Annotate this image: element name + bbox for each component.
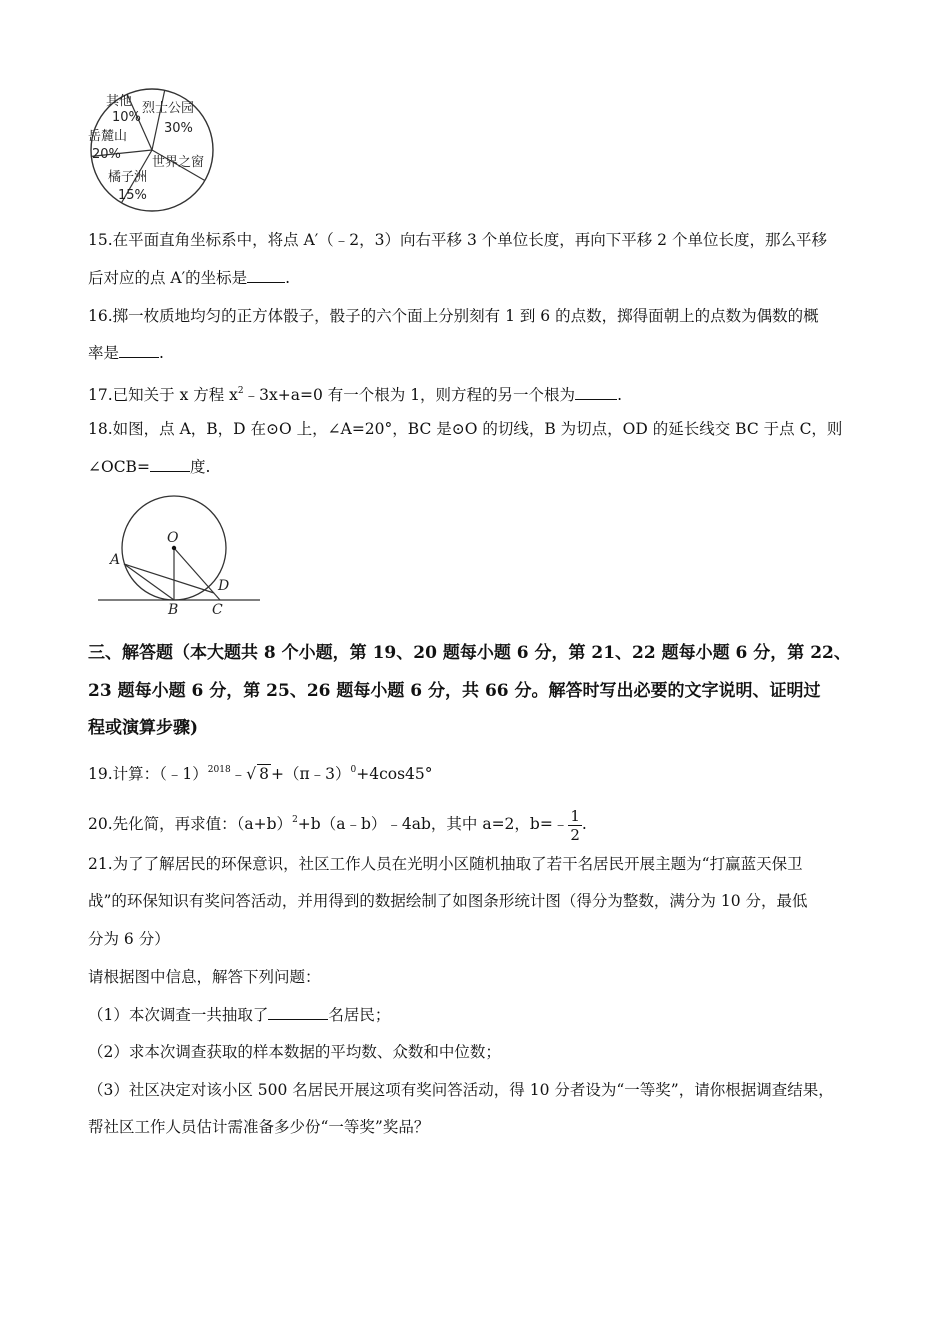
q21-sub3-line1: （3）社区决定对该小区 500 名居民开展这项有奖问答活动，得 10 分者设为“一等奖”，请你根据调查结果， — [88, 1081, 834, 1099]
circle-tangent-figure — [96, 494, 262, 616]
q16-text: 率是 — [88, 344, 120, 362]
q21-sub1 — [88, 1004, 390, 1026]
q18-text: ∠OCB= — [88, 458, 150, 476]
q21-sub2: （2）求本次调查获取的样本数据的平均数、众数和中位数； — [88, 1043, 501, 1061]
pie-pct-juzizhou: 15% — [118, 188, 147, 203]
section3-heading-line1: 三、解答题（本大题共 8 个小题，第 19、20 题每小题 6 分，第 21、22 题每小题 6 分，第 22、 — [88, 643, 851, 663]
q18-answer-blank — [150, 457, 190, 472]
pie-chart — [84, 88, 224, 212]
q16-line2 — [88, 342, 164, 364]
q17-answer-blank — [575, 385, 617, 400]
q18-line2 — [88, 456, 210, 478]
q15-line1: 15.在平面直角坐标系中，将点 A′（﹣2，3）向右平移 3 个单位长度，再向下平移 2 个单位长度，那么平移 — [88, 231, 827, 249]
q19-radicand: 8 — [259, 765, 269, 783]
q15-text: 后对应的点 A′的坐标是 — [88, 269, 248, 287]
q21-sub1-answer-blank — [268, 1005, 328, 1020]
q19-exponent-2018: 2018 — [207, 765, 231, 775]
label-c: C — [212, 602, 223, 616]
pie-label-yuelu: 岳麓山 — [88, 129, 128, 144]
pie-label-juzizhou: 橘子洲 — [108, 170, 148, 185]
sqrt-sign: √ — [246, 765, 257, 783]
q21-line3: 分为 6 分） — [88, 930, 170, 948]
q17-end: . — [617, 386, 622, 404]
q15-end: . — [285, 269, 291, 287]
q21-sub3-line2: 帮社区工作人员估计需准备多少份“一等奖”奖品？ — [88, 1118, 430, 1136]
q19-line — [88, 759, 433, 785]
q16-answer-blank — [119, 343, 159, 358]
label-a: A — [110, 552, 121, 568]
q15-answer-blank — [247, 268, 285, 283]
q21-sub1-end: 名居民； — [328, 1006, 391, 1024]
q20-text-pre: 20.先化简，再求值：（a+b） — [88, 815, 293, 833]
q16-end: . — [159, 344, 164, 362]
section3-heading-line2: 23 题每小题 6 分，第 25、26 题每小题 6 分，共 66 分。解答时写出必要的文字说明、证明过 — [88, 681, 821, 701]
q21-sub1-text: （1）本次调查一共抽取了 — [88, 1006, 269, 1024]
q20-frac-numerator: 1 — [570, 806, 580, 825]
q18-end: 度. — [189, 458, 211, 476]
q17-text-mid: ﹣3x+a=0 有一个根为 1，则方程的另一个根为 — [243, 386, 576, 404]
q17-text-pre: 17.已知关于 x 方程 x — [88, 386, 238, 404]
q21-line1: 21.为了了解居民的环保意识，社区工作人员在光明小区随机抽取了若干名居民开展主题为“打赢蓝天保卫 — [88, 855, 803, 873]
q15-line2 — [88, 267, 290, 289]
q19-text-post: +4cos45° — [356, 765, 433, 783]
q19-minus: ﹣ — [230, 765, 247, 783]
center-point-o — [172, 546, 176, 550]
q20-frac-denominator: 2 — [570, 825, 580, 844]
q20-end: . — [581, 815, 587, 833]
pie-label-qita: 其他 — [106, 94, 133, 109]
label-o: O — [167, 530, 179, 546]
q17-line — [88, 380, 622, 406]
q19-text-pre: 19.计算：（﹣1） — [88, 765, 208, 783]
q16-line1: 16.掷一枚质地均匀的正方体骰子，骰子的六个面上分别刻有 1 到 6 的点数，掷得面朝上的点数为偶数的概 — [88, 307, 819, 325]
q19-text-mid: +（π﹣3） — [270, 765, 351, 783]
segment-ab — [124, 564, 174, 600]
label-b: B — [168, 602, 179, 616]
q20-line — [88, 798, 587, 846]
q21-line2: 战”的环保知识有奖问答活动，并用得到的数据绘制了如图条形统计图（得分为整数，满分为 10 分，最低 — [88, 892, 808, 910]
q20-exponent: 2 — [292, 815, 298, 825]
pie-pct-qita: 10% — [112, 110, 141, 125]
section3-heading-line3: 程或演算步骤) — [88, 718, 199, 738]
q20-text-mid: +b（a﹣b）﹣4ab，其中 a=2，b=﹣ — [297, 815, 569, 833]
pie-pct-lieshi: 30% — [164, 121, 193, 136]
q18-line1: 18.如图，点 A，B，D 在⊙O 上，∠A=20°，BC 是⊙O 的切线，B 为切点，OD 的延长线交 BC 于点 C，则 — [88, 420, 843, 438]
q17-exponent: 2 — [237, 386, 244, 396]
pie-label-shijie: 世界之窗 — [152, 155, 205, 170]
q20-fraction — [568, 807, 582, 844]
pie-pct-yuelu: 20% — [92, 147, 121, 162]
pie-label-lieshi: 烈士公园 — [142, 101, 195, 116]
q19-exponent-0: 0 — [350, 765, 357, 775]
label-d: D — [218, 578, 230, 594]
q21-line4: 请根据图中信息，解答下列问题： — [88, 968, 321, 986]
